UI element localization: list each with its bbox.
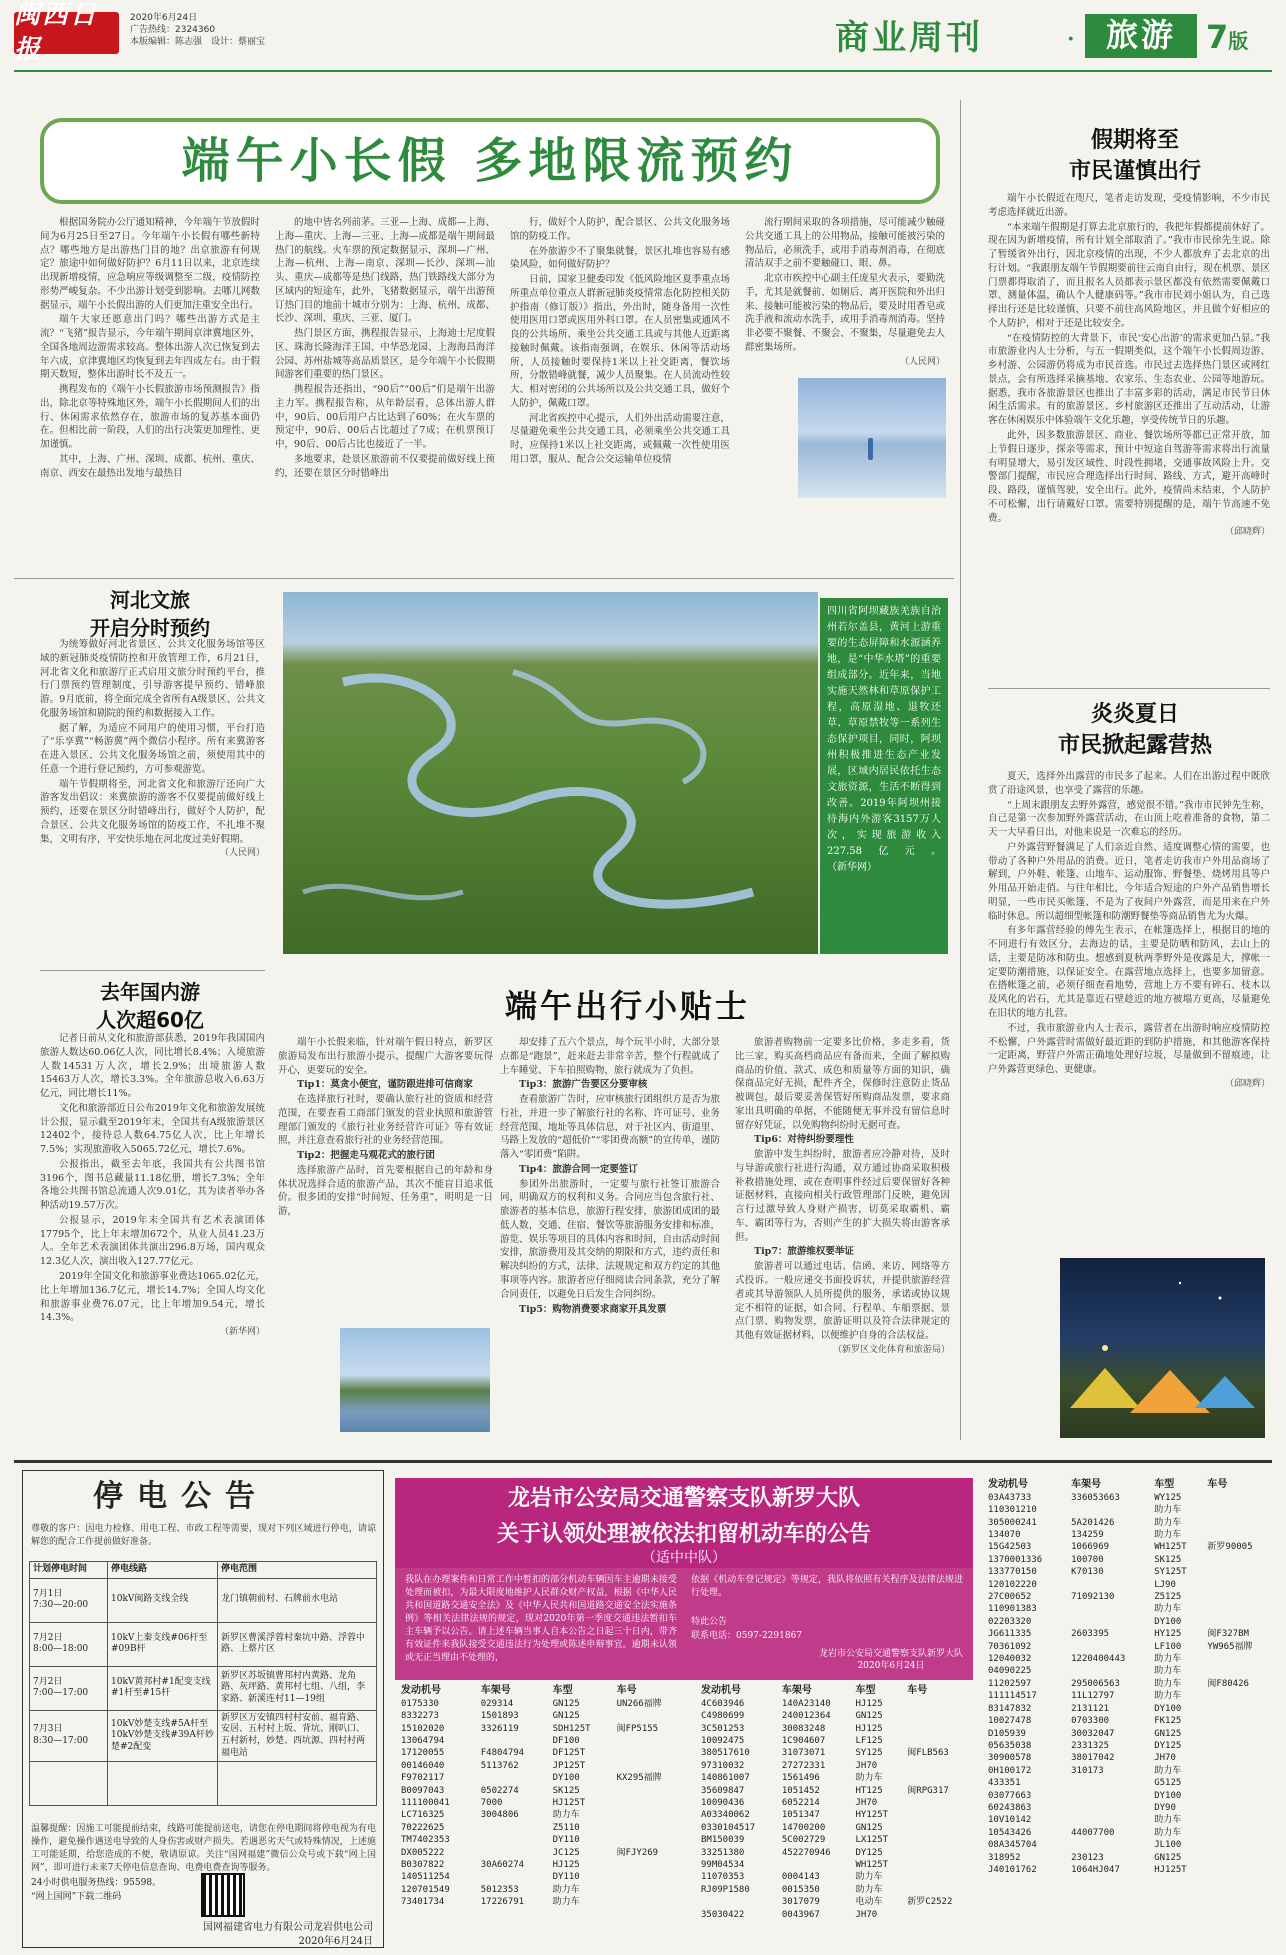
vehicle-row: 0330104517 14700200 GN125 — [701, 1822, 883, 1833]
outage-row — [30, 1762, 377, 1806]
vehicle-row: 04090225 助力车 — [988, 1666, 1182, 1677]
domestic-body: 记者日前从文化和旅游部获悉，2019年我国国内旅游人数达60.06亿人次，同比增长8.4%；入境旅游人数14531万人次，增长2.9%；出境旅游人数15463万人次，增长3.3%。全年旅游总收入6.63万亿元，同比增长11%。 文化和旅游部近日公布2019年文化和旅游发展统计公报，显示截至2019年末，全国共有A级旅游景区12402个，接待总人数64.75亿人次，比上年增长7.5%；实现旅游收入5065.72亿元，增长7.6%。 公报指出，截至去年底，我国共有公共图书馆3196个，图书总藏量11.18亿册，增长7.3%；全年各地公共图书馆总流通人次9.01亿，其为读者举办各种活动19.57万次。 公报显示，2019年末全国共有艺术表演团体17795个，比上年末增加672个，从业人员41.23万人。全年艺术表演团体共演出296.8万场，国内观众12.3亿人次，演出收入127.77亿元。 2019年全国文化和旅游事业费达1065.02亿元，比上年增加136.7亿元，增长14.7%；全国人均文化和旅游事业费76.07元，比上年增加9.54元，增长14.3%。 （新华网） — [40, 1033, 265, 1338]
hebei-body: 为统筹做好河北省景区、公共文化服务场馆等区域的新冠肺炎疫情防控和开放管理工作，6月21日，河北省文化和旅游厅正式启用文旅分时预约平台，推行门票预约管理制度，引导游客提早预约、错峰旅游。9月底前，将全面完成全省所有A级景区、公共文化服务场馆和剧院的预约和数据接入工作。 据了解，为适应不同用户的使用习惯，平台打造了“乐享冀”“畅游冀”两个微信小程序。所有来冀游客在进入景区、公共文化服务场馆之前，须使用其中的任意一个进行登记预约，方可参观游览。 端午节假期将至，河北省文化和旅游厅还向广大游客发出倡议：来冀旅游的游客不仅要提前做好线上预约，还要在景区分时错峰出行，做好个人防护，配合景区、公共文化服务场馆的防疫工作，不扎堆不聚集，文明有序，平安快乐地在河北度过美好假期。 （人民网） — [40, 639, 265, 859]
wetland-river-photo — [283, 592, 818, 954]
ad-divider — [14, 1460, 1272, 1463]
qr-label: “网上国网”下载二维码 — [31, 1892, 122, 1902]
vehicle-row: 11202597 295006563 助力车 闽F80426 — [988, 1678, 1249, 1689]
vehicle-row: 380517610 31073071 SY125 闽FLB563 — [701, 1748, 949, 1759]
vehicle-list-b: 发动机号 车架号 车型 车号 4C603946 140A23140 HJ125 C4980699 240012364 GN125 3C501253 30083248 HJ125 10092475 1C904607 LF125 380517610 31073071 SY125 闽FLB563 97310032 27272331 JH70 140861007 1561496 助力车 35609847 1051452 HT125 闽RPG317 10090436 6052214 JH70 A03340062 1051347 HY125T 0330104517 14700200 GN125 BM150039 5C002729 LX125T 33251380 452270946 DY125 99M04534 WH125T 11070353 0004143 助力车 RJ09P1580 0015350 助力车 3017079 电动车 新罗C2522 35030422 0043967 JH70 — [698, 1684, 973, 1921]
caution-title: 假期将至 市民谨慎出行 — [1068, 128, 1201, 184]
vehicle-row: 10090436 6052214 JH70 — [701, 1798, 878, 1809]
editor-credit: 本版编辑：陈志强 设计：蔡丽宝 — [130, 37, 266, 48]
vehicle-row: 110301210 助力车 — [988, 1505, 1182, 1516]
hebei-title: 河北文旅 开启分时预约 — [90, 588, 210, 640]
outage-row: 7月2日 8:00—18:00 10kV上秦支线#06杆至#09B杆 新罗区曹溪浮蓉村秦坑中路、浮蓉中路、上蔡片区 — [30, 1622, 377, 1666]
title-separator: · — [1066, 22, 1076, 57]
vehicle-row: 33251380 452270946 DY125 — [701, 1847, 883, 1858]
vehicle-row: F9702117 DY100 KX295福牌 — [401, 1773, 662, 1784]
camping-photo — [1060, 1258, 1265, 1438]
masthead-logo: 闽西日报 — [14, 12, 119, 54]
vehicle-row: 0H100172 310173 助力车 — [988, 1765, 1182, 1776]
vehicle-row: 4C603946 140A23140 HJ125 — [701, 1698, 883, 1709]
vehicle-row: 120701549 5012353 助力车 — [401, 1884, 580, 1895]
vehicle-row: RJ09P1580 0015350 助力车 — [701, 1884, 883, 1895]
outage-row: 7月3日 8:30—17:00 10kV妙楚支线#5A杆至10kV妙楚支线#39A杆妙楚#2配变 新罗区万安镇四村村安前、福肯路、安居、五村村上坂、背坑、刚叭口、五村新村，妙楚、西坑源、四村村两福电站 — [30, 1710, 377, 1762]
outage-row: 7月1日 7:30—20:00 10kV闽路支线全线 龙门镇朝前村、石牌前水电站 — [30, 1578, 377, 1622]
vehicle-row: DX005222 JC125 闽FJY269 — [401, 1847, 659, 1858]
header-meta — [130, 12, 265, 48]
vehicle-row: 3017079 电动车 新罗C2522 — [781, 1897, 953, 1908]
tips-title: 端午出行小贴士 — [505, 987, 751, 1025]
outage-hotline: 24小时供电服务热线：95598。 — [31, 1878, 162, 1888]
lead-col-2: 的地中皆名列前茅。三亚—上海、成都—上海、上海—重庆、上海—三亚、上海—成都是端午期间最热门的航线。火车票的预定数据显示，深圳—广州、上海—杭州、上海—南京、深圳—长沙、深圳—汕头、重庆—成都等是热门线路，热门铁路线大部分为区域内的短途车，此外，飞猪数据显示，端午出游预订热门目的地前十城市分别为：上海、杭州、成都、长沙、深圳、重庆、三亚、厦门。 热门景区方面，携程报告显示，上海迪士尼度假区、珠海长隆海洋王国、中华恐龙园、上海海昌海洋公园、苏州盐城等高品质景区，是今年端午小长假期间游客们重要的热门景区。 携程报告还指出，“90后”“00后”们是端午出游主力军。携程报告称，从年龄层看，总体出游人群中，90后、00后用户占比达到了60%；在火车票的预定中，90后、00后占比超过了7成；在机票预订中，90后、00后占比也接近了一半。 多地要求，赴景区旅游前不仅要提前做好线上预约，还要在景区分时错峰出 — [275, 217, 495, 479]
vehicle-row: 11070353 0004143 助力车 — [701, 1872, 883, 1883]
vehicle-row: A03340062 1051347 HY125T — [701, 1810, 889, 1821]
police-notice-body: 我队在办理案件和日常工作中暂扣的部分机动车辆因车主逾期未接受处理而被扣，为最大限度地维护人民群众财产权益，根据《中华人民共和国道路交通安全法》及《中华人民共和国道路交通安全法实施条例》等相关法律法规的规定，现对2020年第一季度交通违法暂扣车主车辆予以公告。请上述车辆当事人自本公告之日起三十日内，带齐有效证件来我队接受交通违法行为处理或陈述申辩事宜。逾期未认领或无正当理由不处理的， 依据《机动车登记规定》等规定，我队将依照有关程序及法律法规进行处理。 特此公告 联系电话：0597-2291867 龙岩市公安局交通警察支队新罗大队 2020年6月24日 — [395, 1568, 973, 1680]
vehicle-row: 110901383 助力车 — [988, 1604, 1182, 1615]
vehicle-row: JG611335 2603395 HY125 闽F327BM — [988, 1629, 1249, 1640]
camping-body: 夏天，选择外出露营的市民多了起来。人们在出游过程中既欣赏了沿途风景，也享受了露营的乐趣。 “上周末跟朋友去野外露营，感觉很不错。”我市市民钟先生称，自己是第一次参加野外露营活动，在山顶上吃着准备的食物，第二天一大早看日出，对他来说是一次难忘的经历。 户外露营野餐满足了人们亲近自然、适度调整心情的需要，也带动了各种户外用品的消费。近日，笔者走访我市户外用品商场了解到，户外鞋、帐篷、山地车、运动服饰、野餐垫、烧烤用具等户外用品开始走俏。与往年相比，今年适合短途的户外产品销售增长明显，一些市民买帐篷、不是为了夜间户外露营，而是用来在户外临时休息。所以超细型帐篷和防潮野餐垫等商品销售尤为火爆。 有多年露营经验的傅先生表示，在帐篷选择上，根据目的地的不同进行有效区分，去海边的话，主要是防晒和防风，去山上的话，主要是防冰和防虫。想感到夏秋两季野外是夜露是大，撑帐一定要防潮措施，以保证安全。在露营地点选择上，也要多加留意。在搭帐篷之前，必须仔细查看地势，营地上方不要有碎石、枝木以及风化的岩石，尤其是靠近石壁趁近的地方被塌方更高，尽量避免在旧状的地方扎营。 不过，我市旅游业内人士表示，露营者在出游时响应疫情防控不松懈，户外露营时需做好最近距的到防护措施，和其他游客保持一定距离，野营户外需正确地处理好垃圾，尽量做到不留痕迹，让户外露营更绿色、更健康。 （邱晓辉） — [988, 771, 1270, 1089]
vehicle-row: 0175330 029314 GN125 UN266福牌 — [401, 1698, 662, 1709]
vehicle-row: 83147832 2131121 DY100 — [988, 1703, 1182, 1714]
outage-table: 计划停电时间 停电线路 停电范围 7月1日 7:30—20:00 10kV闽路支线全线 龙门镇朝前村、石牌前水电站 7月2日 8:00—18:00 10kV上秦支线#06杆至#09B杆 新罗区曹溪浮蓉村秦坑中路、浮蓉中路、上蔡片区 7月2日 7:00—17:00 10kV黄邦村#1配变支线#1杆至#15杆 新罗区苏坂镇曹邦村内黄路、龙角路、灰坪路、黄邦村七组、八组，李家路、新溪连村11—19组 7月3日 8:30—17:00 10kV妙楚支线#5A杆至10kV妙楚支线#39A杆妙楚#2配变 新罗区万安镇四村村安前、福肯路、安居、五村村上坂、背坑、刚叭口、五村新村，妙楚、西坑源、四村村两福电站 — [29, 1561, 377, 1806]
vehicle-row: 05635038 2331325 DY125 — [988, 1740, 1182, 1751]
section-tag: 旅游 — [1085, 14, 1197, 58]
salt-lake-photo — [798, 378, 946, 498]
divider — [988, 688, 1270, 689]
tips-col-2: 却安排了五六个景点，每个玩半小时，大部分景点都是“跑景”，赶来赶去非常辛苦，整个行程就成了上车睡觉、下车拍照购物，旅行就成为了负担。 Tip3：旅游广告要区分要审核 查看旅游广告时，应审核旅行团组织方是否为旅行社，并进一步了解旅行社的名称、许可证号、业务经营范围、地址等具体信息，对于社区内、街道里、马路上发放的“超低价”“零团费高额”的宣传单，谨防落入“零团费”陷阱。 Tip4：旅游合同一定要签订 参团外出旅游时，一定要与旅行社签订旅游合同，明确双方的权利和义务。合同应当包含旅行社、旅游者的基本信息，旅游行程安排，旅游团成团的最低人数，交通、住宿、餐饮等旅游服务安排和标准，游览、娱乐等项目的具体内容和时间，自由活动时间安排，旅游费用及其交纳的期限和方式，违约责任和解决纠纷的方式，法律、法规规定和双方约定的其他事项等内容。旅游者应仔细阅读合同条款，充分了解合同责任，以避免日后发生合同纠纷。 Tip5：购物消费要求商家开具发票 — [500, 1037, 720, 1315]
vehicle-row: C4980699 240012364 GN125 — [701, 1711, 883, 1722]
vehicle-row: D105939 30032047 GN125 — [988, 1728, 1182, 1739]
vehicle-row: 17120055 F4804794 DF125T — [401, 1748, 586, 1759]
vehicle-row: 15G42503 1066969 WH125T 新罗90005 — [988, 1542, 1253, 1553]
vehicle-row: 70222625 Z5110 — [401, 1822, 580, 1833]
page-number: 7版 — [1206, 18, 1249, 56]
outage-title: 停电公告 — [93, 1479, 269, 1514]
police-notice-header: 龙岩市公安局交通警察支队新罗大队 关于认领处理被依法扣留机动车的公告 （适中中队） — [395, 1478, 973, 1568]
vehicle-row: 70361092 LF100 YW965福牌 — [988, 1641, 1253, 1652]
divider — [14, 578, 954, 579]
vehicle-row: 02203320 DY100 — [988, 1616, 1182, 1627]
vehicle-row: 133770150 K70130 SY125T — [988, 1567, 1187, 1578]
vehicle-row: 03A43733 336053663 WY125 — [988, 1492, 1182, 1503]
lead-col-3: 行，做好个人防护，配合景区、公共文化服务场馆的防疫工作。 在外旅游少不了聚集就餐，景区扎堆也容易有感染风险，如何做好防护？ 日前，国家卫健委印发《低风险地区夏季重点场所重点单位重点人群新冠肺炎疫情常态化防控相关防护指南（修订版）》指出，外出时，随身备用一次性使用医用口罩或医用外科口罩。在人员密集或通风不良的公共场所、乘坐公共交通工具或与其他人近距离接触时佩戴。该指南强调，在娱乐、休闲等活动场所，人员接触时要保持1米以上社交距离，餐饮场所，分散错峰就餐，减少人员聚集。在人员流动性较大、相对密闭的公共场所以及公共交通工具，做好个人防护，佩戴口罩。 河北省疾控中心提示，人们外出活动需要注意，尽量避免乘坐公共交通工具，必须乘坐公共交通工具时，应保持1米以上社交距离，或佩戴一次性使用医用口罩，服从、配合公交运输单位疫情 — [510, 217, 730, 466]
vehicle-row: 35030422 0043967 JH70 — [701, 1909, 878, 1920]
vehicle-row: 08A345704 JL100 — [988, 1840, 1182, 1851]
outage-intro: 尊敬的客户：因电力检修、用电工程、市政工程等需要，现对下列区域进行停电，请谅解您的配合工作提前做好准备。 — [31, 1524, 376, 1548]
vehicle-row: 8332273 1501893 GN125 — [401, 1711, 580, 1722]
vehicle-row: 00146040 5113762 JP125T — [401, 1760, 586, 1771]
vehicle-row: 111114517 11L12797 助力车 — [988, 1691, 1182, 1702]
vehicle-row: 03077663 DY100 — [988, 1790, 1182, 1801]
river-caption: 四川省阿坝藏族羌族自治州若尔盖县，黄河上游重要的生态屏障和水源涵养地，是“中华水塔”的重要组成部分。近年来，当地实施天然林和草原保护工程，高原湿地、退牧还草、草原禁牧等一系列生态保护项目，同时，阿坝州积极推进生态产业发展，区域内居民依托生态文旅资源，生活不断得到改善。2019年阿坝州接待海内外游客3157万人次，实现旅游收入227.58亿元。 （新华网） — [820, 598, 948, 954]
vehicle-list-c: 发动机号 车架号 车型 车号 03A43733 336053663 WY125 110301210 助力车 305000241 5A201426 助力车 134070 134259 助力车 15G42503 1066969 WH125T 新罗90005 1370001336 100700 SK125 133770150 K70130 SY125T 120102220 LJ90 27C00652 71092130 Z5125 110901383 助力车 02203320 DY100 JG611335 2603395 HY125 闽F327BM 70361092 LF100 YW965福牌 12040032 1220400443 助力车 04090225 助力车 11202597 295006563 助力车 闽F80426 111114517 11L12797 助力车 83147832 2131121 DY100 10027478 0703300 FK125 D105939 30032047 GN125 05635038 2331325 DY125 30900578 38017042 JH70 0H100172 310173 助力车 433351 G5125 03077663 DY100 60243863 DY90 10V10142 助力车 10543426 44007700 助力车 08A345704 JL100 318952 230123 GN125 J40101762 1064HJ047 HJ125T — [985, 1478, 1275, 1876]
divider — [40, 970, 265, 971]
caution-body: 端午小长假近在咫尺，笔者走访发现，受疫情影响，不少市民考虑选择就近出游。 “本来端午假期是打算去北京旅行的，我把年假都提前休好了。现在因为新增疫情，所有计划全部取消了。”我市市民徐先生说。除了暂缓省外出行，因北京疫情的出现，不少人都放弃了去北京的出行计划。“我跟朋友端午节假期要前往云南自由行，现在机票、景区门票都得取消了，而且报名人员都表示景区都没有依然需要佩戴口罩、测量体温，确认个人健康码等。”我市市民刘小姐认为，自己选择出行还是比较谨慎，只要不前往高风险地区，并且做个好相应的个人防护，相对于还是比较安全。 “在疫情防控的大背景下，市民‘安心出游’的需求更加凸显。”我市旅游业内人士分析，与五一假期类似，这个端午小长假周边游、乡村游、公园游仍将成为市民首选。市民过去选择热门景区或网红景点，会有所选择采摘基地、农家乐、生态农业、公园等地游玩。据悉，我市各旅游景区也推出了丰富多彩的活动，满足市民节日休闲生活需求。有的旅游景区、乡村旅游区还推出了互动活动，让游客在休闲娱乐中体验端午文化乐趣，享受传统节日的乐趣。 此外，因多数旅游景区、商业、餐饮场所等都已正常开放，加上节假日逐步，探亲等需求，预计中短途自驾游等需求将出行流量有明显增大，易引发区域性、时段性拥堵，交通事故风险上升。交警部门提醒，市民应合理选择出行时间、路线、方式，避开高峰时段、路段，谨慎驾驶，安全出行。此外，疫情尚未结束，个人防护不可松懈，出行请戴好口罩。需要特别提醒的是，端午节高速不免费。 （邱晓辉） — [988, 193, 1270, 538]
vehicle-row: B0307822 30A60274 HJ125 — [401, 1860, 580, 1871]
vehicle-row: 3C501253 30083248 HJ125 — [701, 1723, 883, 1734]
tips-col-1: 端午小长假来临，针对端午假日特点，新罗区旅游局发布出行旅游小提示，提醒广大游客要玩得开心，更要玩的安全。 Tip1：莫贪小便宜，谨防跟进排可信商家 在选择旅行社时，要确认旅行社的资质和经营范围，在要查看工商部门颁发的营业执照和旅游管理部门颁发的《旅行社业务经营许可证》等有效证照，并注意查看旅行社的业务经营范围。 Tip2：把握走马观花式的旅行团 选择旅游产品时，首先要根据自己的年龄和身体状况选择合适的旅游产品，其次不能盲目追求低价。很多团的安排“时间短、任务重”，明明是一日游， — [278, 1037, 493, 1218]
vehicle-row: LC716325 3004806 助力车 — [401, 1810, 580, 1821]
vehicle-row: 12040032 1220400443 助力车 — [988, 1654, 1182, 1665]
issue-date: 2020年6月24日 — [130, 13, 198, 23]
pavilion-photo — [340, 1328, 490, 1432]
lead-banner — [40, 118, 940, 204]
vehicle-row: 99M04534 WH125T — [701, 1860, 889, 1871]
vehicle-row: 10027478 0703300 FK125 — [988, 1716, 1182, 1727]
vehicle-row: J40101762 1064HJ047 HJ125T — [988, 1864, 1187, 1875]
outage-signature: 国网福建省电力有限公司龙岩供电公司 2020年6月24日 — [203, 1922, 373, 1947]
vehicle-row: 27C00652 71092130 Z5125 — [988, 1592, 1182, 1603]
vehicle-row: 10092475 1C904607 LF125 — [701, 1736, 883, 1747]
section-title: 商业周刊 — [835, 18, 983, 58]
vehicle-row: 111100041 7000 HJ125T — [401, 1798, 586, 1809]
vehicle-row: TM7402353 DY110 — [401, 1835, 580, 1846]
vehicle-row: 305000241 5A201426 助力车 — [988, 1517, 1182, 1528]
domestic-title: 去年国内游 人次超60亿 — [96, 980, 204, 1032]
outage-notice — [22, 1470, 384, 1948]
vehicle-row: BM150039 5C002729 LX125T — [701, 1835, 889, 1846]
vehicle-row: 140861007 1561496 助力车 — [701, 1773, 883, 1784]
outage-reminder: 温馨提醒：因施工可能提前结束，线路可能提前送电，请您在停电期间将停电视为有电操作，避免操作遇送电导致的人身伤害或财产损失。若遇恶劣天气或特殊情况，上述施工可能延期，给您造成的不便，敬请原谅。关注“国网福建”微信公众号或下载“网上国网”，即可进行未来7天停电信息查询、电费电费查询等服务。 — [31, 1824, 376, 1874]
vehicle-row: 13064794 DF100 — [401, 1736, 580, 1747]
vehicle-row: B0097043 0502274 SK125 — [401, 1785, 580, 1796]
header-rule — [14, 70, 1272, 72]
vehicle-row: 15102020 3326119 SDH125T 闽FP5155 — [401, 1723, 659, 1734]
vehicle-row: 35609847 1051452 HT125 闽RPG317 — [701, 1785, 949, 1796]
vehicle-row: 120102220 LJ90 — [988, 1579, 1176, 1590]
qr-code-icon — [201, 1873, 245, 1917]
lead-title: 端午小长假 多地限流预约 — [181, 132, 799, 189]
vehicle-row: 10543426 44007700 助力车 — [988, 1827, 1182, 1838]
vehicle-list-a: 发动机号 车架号 车型 车号 0175330 029314 GN125 UN266福牌 8332273 1501893 GN125 15102020 3326119 SDH125T 闽FP5155 13064794 DF100 17120055 F4804794 DF125T 00146040 5113762 JP125T F9702117 DY100 KX295福牌 B0097043 0502274 SK125 111100041 7000 HJ125T LC716325 3004806 助力车 70222625 Z5110 TM7402353 DY110 DX005222 JC125 闽FJY269 B0307822 30A60274 HJ125 140511254 DY110 120701549 5012353 助力车 73401734 17226791 助力车 — [398, 1684, 688, 1909]
vehicle-row: 73401734 17226791 助力车 — [401, 1897, 580, 1908]
vehicle-row: 433351 G5125 — [988, 1778, 1182, 1789]
vehicle-row: 318952 230123 GN125 — [988, 1852, 1182, 1863]
lead-col-4: 流行期间采取的各项措施，尽可能减少触碰公共交通工具上的公用物品，接触可能被污染的物品后，必须洗手，或用手消毒剂消毒，在彻底清洁双手之前不要触碰口、眼、鼻。 北京市疾控中心副主任庞星火表示，要勤洗手，尤其是就餐前、如厕后、离开医院和外出归来、接触可能被污染的物品后，要及时用香皂或洗手液和流动水洗手，或用手消毒剂消毒。坚持非必要不聚餐、不聚会、不聚集，尽量避免去人群密集场所。 （人民网） — [745, 217, 945, 367]
vehicle-row: 134070 134259 助力车 — [988, 1530, 1182, 1541]
vehicle-row: 140511254 DY110 — [401, 1872, 580, 1883]
vehicle-row: 1370001336 100700 SK125 — [988, 1554, 1182, 1565]
lead-col-1: 根据国务院办公厅通知精神，今年端午节放假时间为6月25日至27日。今年端午小长假有哪些新特点？哪些地方是出游热门目的地？出京旅游有何规定？旅途中如何做好防护？6月11日以来，北京连续出现新增疫情，应急响应等级调整至二级，疫情防控形势严峻复杂。不少出游计划受到影响。去哪儿网数据显示，端午小长假出游的人们更加注重安全出行。 端午大家还愿意出门吗？哪些出游方式是主流？“飞猪”报告显示，今年端午期间京津冀地区外，全国各地周边游需求较高。整体出游人次已恢复到去年六成，京津冀地区均恢复到去年四成左右。由于假期天数短，整体出游时长不及五一。 携程发布的《端午小长假旅游市场预测报告》指出，除北京等特殊地区外，端午小长假期间人们的出行、休闲需求依然存在，旅游市场的复苏基本面仍在。但相比前一阶段，人们的出行决策更加理性、更加谨慎。 其中，上海、广州、深圳、成都、杭州、重庆、南京、西安在最热出发地与最热目 — [40, 217, 260, 479]
vehicle-row: 10V10142 助力车 — [988, 1815, 1182, 1826]
vehicle-row: 60243863 DY90 — [988, 1802, 1176, 1813]
vehicle-row: 97310032 27272331 JH70 — [701, 1760, 878, 1771]
outage-row: 7月2日 7:00—17:00 10kV黄邦村#1配变支线#1杆至#15杆 新罗区苏坂镇曹邦村内黄路、龙角路、灰坪路、黄邦村七组、八组，李家路、新溪连村11—19组 — [30, 1666, 377, 1710]
divider — [960, 100, 961, 1440]
ad-hotline: 广告热线：2324360 — [130, 25, 216, 36]
vehicle-row: 30900578 38017042 JH70 — [988, 1753, 1176, 1764]
tips-col-3: 旅游者购物前一定要多比价格，多走多看，货比三家，购买高档商品应有备而来，全面了解拟购商品的价值、款式、成色和质量等方面的知识，确保商品完好无损，配件齐全，保修时注意防止货品被调包，最后要妥善保管好所购商品发票，要求商家出具明确的单据，不能随便无事并没有留信息时留存好凭证，以免购物纠纷时无据可查。 Tip6：对待纠纷要理性 旅游中发生纠纷时，旅游者应冷静对待，及时与导游或旅行社进行沟通，双方通过协商采取积极补救措施处理，或在查明事件经过后要保留好各种证据材料，直接向相关行政管理部门反映，避免因言行过激导致人身财产损害，切莫采取霸机、霸车、霸团等行为，否则产生的扩大损失将由游客承担。 Tip7：旅游维权要举证 旅游者可以通过电话、信函、来访、网络等方式投诉。一般应递交书面投诉状，并提供旅游经营者或其导游领队人员所提供的服务，承诺或协议规定不相符的证据，如合同、行程单、车船票据、景点门票、购物发票，旅游证明以及符合法律规定的其他有效证据材料，以便维护自身的合法权益。 （新罗区文化体育和旅游局） — [735, 1037, 950, 1355]
camping-title: 炎炎夏日 市民掀起露营热 — [1057, 702, 1212, 758]
